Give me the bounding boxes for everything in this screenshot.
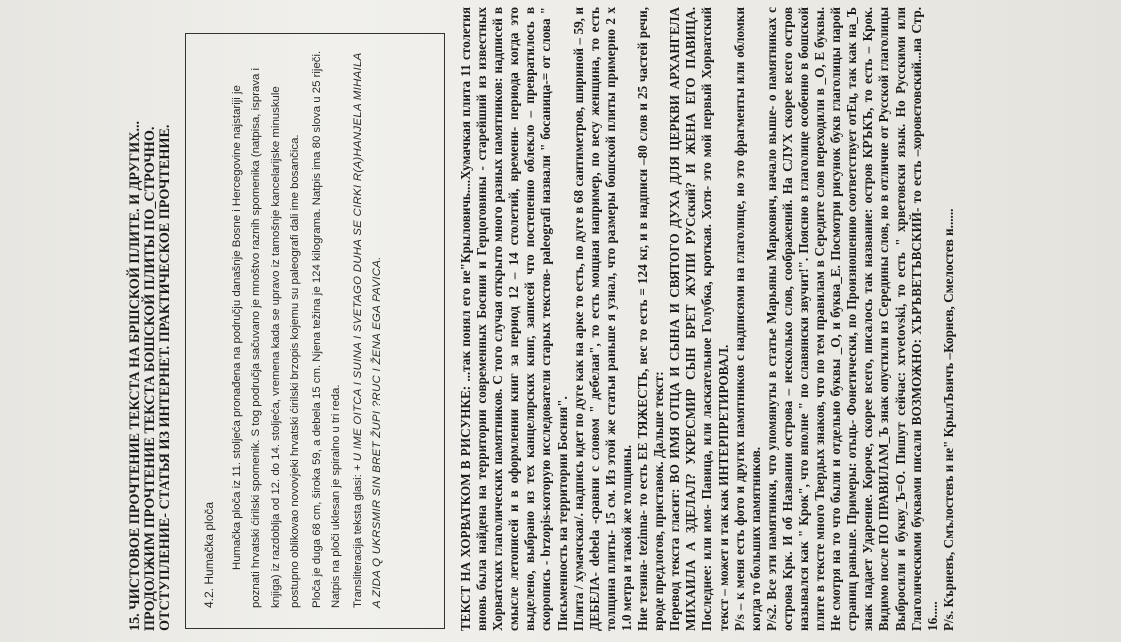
heading-line-2: ПРОДОЛЖИМ ПРОЧТЕНИЕ ТЕКСТА БОШСКОЙ ПЛИТЫ ПО_СТРОЧНО. (142, 126, 158, 631)
quoted-article-box (185, 33, 445, 629)
body-paragraph-2: Плита / хумачская/. надпись идет по дуге как на арке то есть, по дуге в 68 сантиметров, шириной – 59, и ДЕБЕЛА- debela -сравни с словом " дебелая", то есть мощная например, по весу женщина, то есть толщина плиты- 15 см. Из этой же статьи раньше я узнал, что размеры бошской плиты примерно 2 х 1.0 метра и такой же толщины. (570, 7, 634, 631)
body-paragraph-3: Ние тезина- tezinna- то есть ЕЕ ТЯЖЕСТЬ, вес то есть = 124 кг, и в надписи –80 слов и 25 частей речи, вроде предлогов, приставок. Дальше текст: (635, 7, 667, 631)
section-title: 4.2. Humačka ploča (202, 501, 216, 608)
page-heading (128, 11, 173, 631)
body-paragraph-7: P/s. Кърневъ, Смълостевъ и не" КрылЪвичъ –Корнев, Смелостев и...... (940, 208, 956, 631)
heading-line-1: 15. ЧИСТОВОЕ ПРОЧТЕНИЕ ТЕКСТА НА БРШСКОЙ ПЛИТЕ. И ДРУГИХ... (127, 120, 143, 631)
body-paragraph-4: Перевод текста гласит: ВО ИМЯ ОТЦА И СЫНА И СВЯТОГО ДУХА ДЛЯ ЦЕРКВИ АРХАНГЕЛА МИХАИЛА А ЗДЕЛАЛ? УКРЕСМИР СЫН БРЕТ ЖУПИ РУСский? И ЖЕНА ЕГО ПАВИЦА. Последнее: или имя- Павица, или ласкательное Голубка, кроткая. Хотя- это мой первый Хорватский текст – может и так как ИНТЕРПРЕТИРОВАЛ. (667, 7, 731, 631)
transliteration-text: U IME OITCA I SUINA I SVETAGO DUHA SE CIRKI R(A)HANJELA MIHAILA A ZIDA Q UKRSMIR SIN BRET ŽUPI ?RUC I ŽENA EGA PAVICA. (351, 52, 383, 608)
rotated-sheet (0, 5, 1121, 637)
heading-line-3: ОТСТУПЛЕНИЕ- СТАТЬЯ ИЗ ИНТЕРНЕТ. ПРАКТИЧЕСКОЕ ПРОЧТЕНИЕ. (157, 124, 173, 631)
transliteration-label: Transliteracija teksta glasi: + (351, 464, 364, 608)
article-paragraph-2: Ploča je duga 68 cm, široka 59, a debela 15 cm. Njena težina je 124 kilograma. Natpis ima 80 slova u 25 riječi. Natpis na ploči uklesan je spiralno u tri reda. (310, 50, 342, 608)
article-paragraph-1: Humačka ploča iz 11. stoljeća pronađena na području današnje Bosne i Hercegovine najstariji je poznati hrvatski ćirilski spomenik. S tog područja sačuvano je mnoštvo raznih spomenika (natpisa, isprava i knjiga) iz razdoblja od 12. do 14. stoljeća, vremena kada se upravo iz tamošnje kancelarijske minuskule postupno oblikovao novovjeki hrvatski ćirilski brzopis kojemu su paleografi dali ime bosančica. (230, 67, 301, 608)
body-paragraph-6: P/s2. Все эти памятники, что упомянуты в статье Марьяны Маркович, начало выше- о памятниках с острова Крк. И об Названии острова – несколько слов, соображений. На СЛУХ скорее всего остров назывался как " Крок", что вполне " по славянски звучит!". Поясню в глаголице особенно в бошской плите в тексте много Твердых знаков, что по тем правилам в Середите слов переходили в _О, Е буквы. Не смотря на то что были и отдельно буквы _О, и буква_Е. Посмотри рисунок букв глаголицы парой страниц раньше. Примеры: отьць- Фонетически, по Произношению соответствует отЕц, так как на_Ъ знак падает Ударение. Короче, скорее всего, писалось так название: остров КРЪКЪ, то есть – Крок. Видимо после ПО ПРАВИЛАМ_Ъ знак опустили из Середины слов, но в отличие от Русской глаголицы Выбросили и букву_Ъ=О. Пишут сейчас: xrvetovski, то есть " хрветовски язык. Но Русскими или Глаголическими буквами писали ВОЗМОЖНО: ХЪРЪВЕТЪВСКИЙ- то есть –хоровєтовский...на Стр. 16..... (763, 7, 940, 631)
article-paragraph-3 (349, 48, 388, 608)
body-paragraph-1: ТЕКСТ НА ХОРВАТКОМ В РИСУНКЕ: ...так понял его не"Крыловичь....Хумачкая плита 11 столетия вновь была найдена на территории современных Боснии и Герцоговины - старейший из известных Хорватских глаголических памятников. С того случая открыто много разных памятников: надписей в смысле летописей и в оформлении книг за период 12 – 14 столетий, времени- периода когда это выделено, выбрано из тех канцелярских книг, записей что постепенно облекло – превратилось в скоропись - brzopis-которую исследователи старых текстов- paleografi назвали " босаница-= от слова " Письменность на территории Босния". (458, 7, 570, 631)
commentary-body (458, 7, 957, 631)
body-paragraph-5: P/s – к меня есть фото и других памятников с надписями на глаголице, но это фрагменты или обломки когда то больших памятников. (731, 7, 763, 631)
